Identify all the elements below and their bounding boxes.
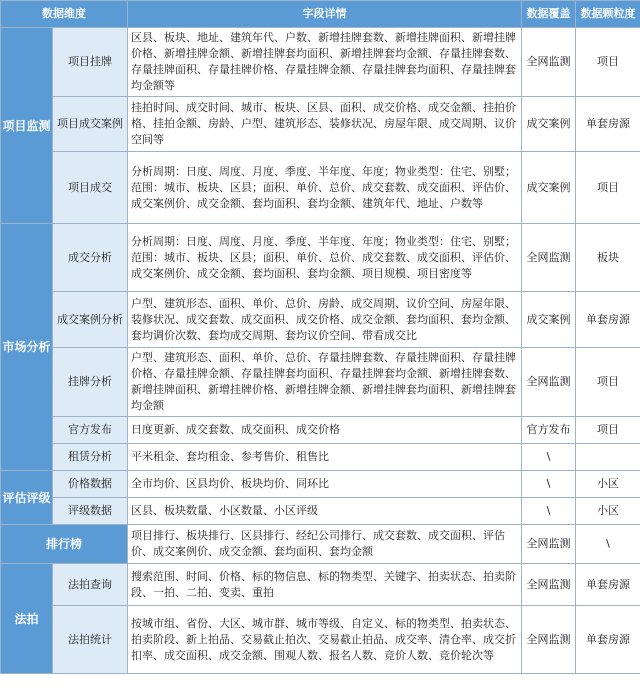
header-coverage: 数据覆盖 bbox=[522, 1, 576, 28]
header-dimension: 数据维度 bbox=[1, 1, 128, 28]
granularity-cell: 小区 bbox=[576, 471, 640, 498]
granularity-cell: 小区 bbox=[576, 498, 640, 525]
field-detail: 分析周期：日度、周度、月度、季度、半年度、年度；物业类型：住宅、别墅；范围：城市、板块、区县；面积、单价、总价、成交套数、成交面积、评估价、成交案例价、成交金额、套均面积、套均金额、项目规模、项目密度等 bbox=[128, 224, 522, 292]
table-row bbox=[1, 292, 640, 348]
field-detail: 全市均价、区县均价、板块均价、同环比 bbox=[128, 471, 522, 498]
field-detail: 搜索范围、时间、价格、标的物信息、标的物类型、关键字、拍卖状态、拍卖阶段、一拍、二拍、变卖、重拍 bbox=[128, 564, 522, 606]
sub-dimension: 挂牌分析 bbox=[53, 348, 128, 417]
header-detail: 字段详情 bbox=[128, 1, 522, 28]
granularity-cell: 板块 bbox=[576, 224, 640, 292]
table-header-row bbox=[1, 1, 640, 28]
granularity-cell: 单套房源 bbox=[576, 292, 640, 348]
granularity-cell: 项目 bbox=[576, 152, 640, 224]
granularity-cell: 单套房源 bbox=[576, 97, 640, 152]
field-detail: 挂拍时间、成交时间、城市、板块、区县、面积、成交价格、成交金额、挂拍价格、挂拍金额、房龄、户型、建筑形态、装修状况、房屋年限、成交周期、议价空间等 bbox=[128, 97, 522, 152]
field-detail: 项目排行、板块排行、区县排行、经纪公司排行、成交套数、成交面积、评估价、成交案例价、成交金额、套均面积、套均金额 bbox=[128, 525, 522, 564]
coverage-cell: 成交案例 bbox=[522, 292, 576, 348]
category-project: 项目监测 bbox=[1, 28, 53, 224]
table-row bbox=[1, 224, 640, 292]
field-detail: 户型、建筑形态、面积、单价、总价、存量挂牌套数、存量挂牌面积、存量挂牌价格、存量挂牌金额、存量挂牌套均面积、存量挂牌套均金额、新增挂牌套数、新增挂牌面积、新增挂牌价格、新增挂牌金额、新增挂牌套均面积、新增挂牌套均金额 bbox=[128, 348, 522, 417]
table-row bbox=[1, 471, 640, 498]
coverage-cell: \ bbox=[522, 471, 576, 498]
category-market: 市场分析 bbox=[1, 224, 53, 471]
sub-dimension: 评级数据 bbox=[53, 498, 128, 525]
sub-dimension: 成交案例分析 bbox=[53, 292, 128, 348]
sub-dimension: 官方发布 bbox=[53, 417, 128, 444]
table-row bbox=[1, 444, 640, 471]
sub-dimension: 价格数据 bbox=[53, 471, 128, 498]
sub-dimension: 法拍统计 bbox=[53, 606, 128, 674]
coverage-cell: 全网监测 bbox=[522, 28, 576, 97]
sub-dimension: 成交分析 bbox=[53, 224, 128, 292]
field-detail: 区县、板块数量、小区数量、小区评级 bbox=[128, 498, 522, 525]
header-granularity: 数据颗粒度 bbox=[576, 1, 640, 28]
table-row bbox=[1, 498, 640, 525]
coverage-cell: 全网监测 bbox=[522, 606, 576, 674]
sub-dimension: 项目挂牌 bbox=[53, 28, 128, 97]
granularity-cell: 项目 bbox=[576, 28, 640, 97]
coverage-cell: 全网监测 bbox=[522, 224, 576, 292]
category-auction: 法拍 bbox=[1, 564, 53, 674]
coverage-cell: \ bbox=[522, 444, 576, 471]
table-row bbox=[1, 417, 640, 444]
table-row bbox=[1, 525, 640, 564]
table-row bbox=[1, 97, 640, 152]
field-detail: 平米租金、套均租金、参考售价、租售比 bbox=[128, 444, 522, 471]
table-row bbox=[1, 348, 640, 417]
coverage-cell: \ bbox=[522, 498, 576, 525]
table-row bbox=[1, 606, 640, 674]
field-detail: 区县、板块、地址、建筑年代、户数、新增挂牌套数、新增挂牌面积、新增挂牌价格、新增挂牌金额、新增挂牌套均面积、新增挂牌套均金额、存量挂牌套数、存量挂牌面积、存量挂牌价格、存量挂牌金额、存量挂牌套均面积、存量挂牌套均金额等 bbox=[128, 28, 522, 97]
sub-dimension: 租赁分析 bbox=[53, 444, 128, 471]
sub-dimension: 法拍查询 bbox=[53, 564, 128, 606]
sub-dimension: 项目成交 bbox=[53, 152, 128, 224]
coverage-cell: 全网监测 bbox=[522, 525, 576, 564]
granularity-cell: 单套房源 bbox=[576, 564, 640, 606]
coverage-cell: 全网监测 bbox=[522, 564, 576, 606]
granularity-cell: \ bbox=[576, 525, 640, 564]
granularity-cell: 单套房源 bbox=[576, 606, 640, 674]
field-detail: 日度更新、成交套数、成交面积、成交价格 bbox=[128, 417, 522, 444]
category-valuation: 评估评级 bbox=[1, 471, 53, 525]
field-detail: 分析周期：日度、周度、月度、季度、半年度、年度；物业类型：住宅、别墅；范围：城市、板块、区县；面积、单价、总价、成交套数、成交面积、评估价、成交案例价、成交金额、套均面积、套均金额、建筑年代、地址、户数等 bbox=[128, 152, 522, 224]
coverage-cell: 全网监测 bbox=[522, 348, 576, 417]
table-row bbox=[1, 152, 640, 224]
granularity-cell: 项目 bbox=[576, 348, 640, 417]
granularity-cell bbox=[576, 444, 640, 471]
coverage-cell: 成交案例 bbox=[522, 152, 576, 224]
coverage-cell: 成交案例 bbox=[522, 97, 576, 152]
sub-dimension: 项目成交案例 bbox=[53, 97, 128, 152]
category-ranking: 排行榜 bbox=[1, 525, 128, 564]
granularity-cell: 项目 bbox=[576, 417, 640, 444]
field-detail: 按城市组、省份、大区、城市群、城市等级、自定义、标的物类型、拍卖状态、拍卖阶段、新上拍品、交易截止拍次、交易截止拍品、成交率、清仓率、成交折扣率、成交面积、成交金额、围观人数、报名人数、竞价人数、竞价轮次等 bbox=[128, 606, 522, 674]
field-detail: 户型、建筑形态、面积、单价、总价、房龄、成交周期、议价空间、房屋年限、装修状况、成交套数、成交面积、成交价格、成交金额、套均面积、套均金额、套均调价次数、套均成交周期、套均议价空间、带看成交比 bbox=[128, 292, 522, 348]
table-row bbox=[1, 28, 640, 97]
coverage-cell: 官方发布 bbox=[522, 417, 576, 444]
table-row bbox=[1, 564, 640, 606]
